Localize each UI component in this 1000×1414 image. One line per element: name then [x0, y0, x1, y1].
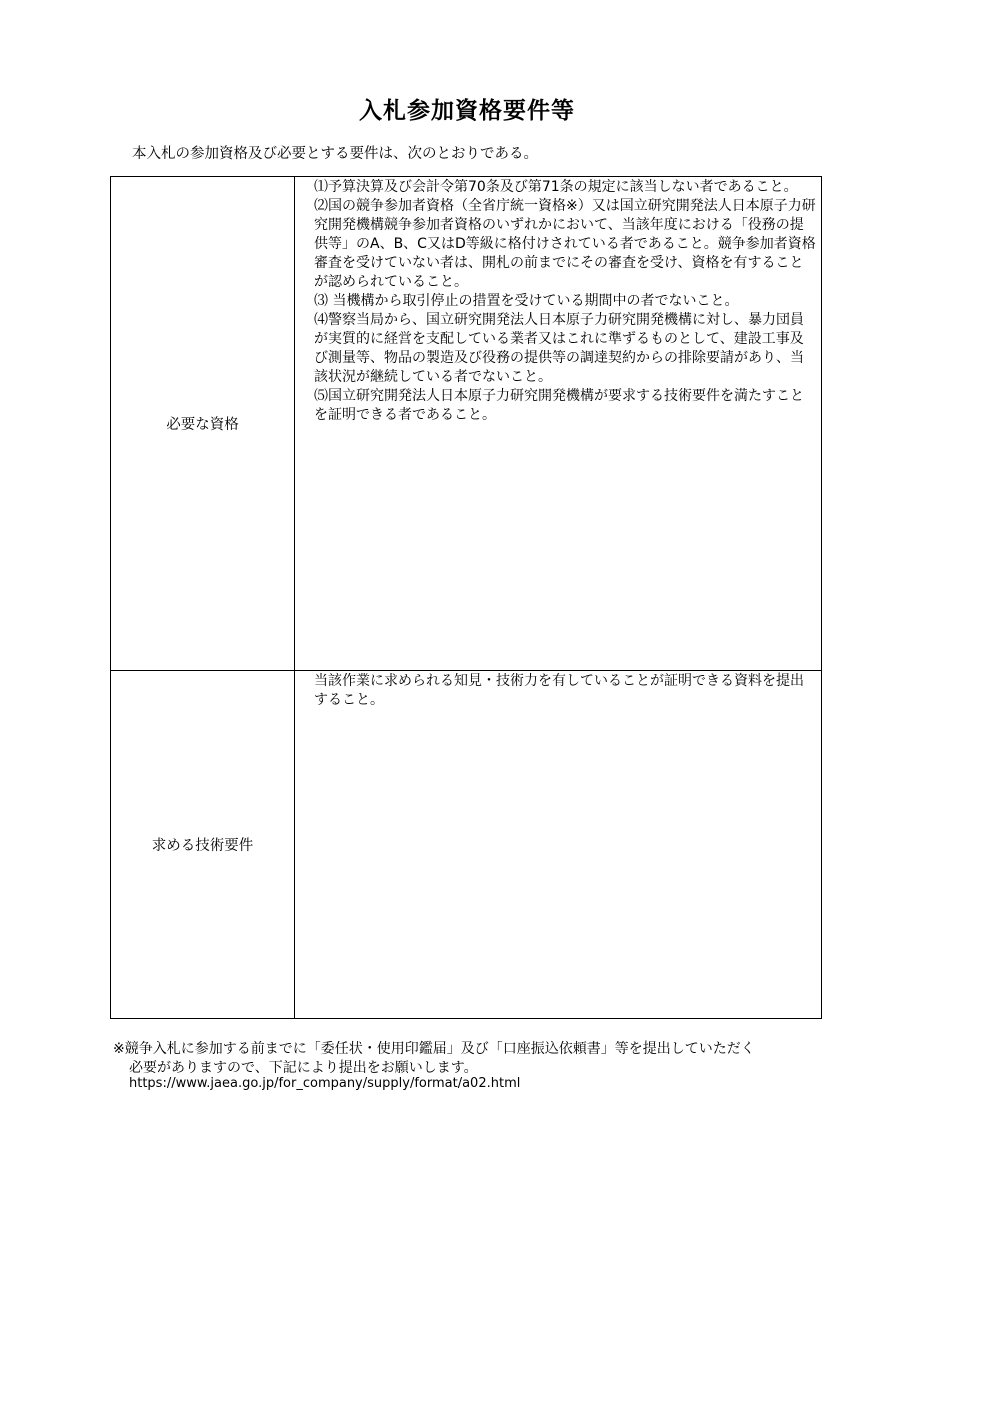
qualification-item-1: ⑴予算決算及び会計令第70条及び第71条の規定に該当しない者であること。 [314, 179, 798, 195]
row-label-technical: 求める技術要件 [111, 671, 295, 1019]
qualification-item-3: ⑶ 当機構から取引停止の措置を受けている期間中の者でないこと。 [314, 293, 739, 309]
technical-item-1: 当該作業に求められる知見・技術力を有していることが証明できる資料を提出すること。 [314, 673, 804, 708]
requirements-table [110, 176, 822, 1019]
table-row [111, 177, 822, 671]
footnote-line-1: ※競争入札に参加する前までに「委任状・使用印鑑届」及び「口座振込依頼書」等を提出していただく [113, 1041, 755, 1057]
document-title: 入札参加資格要件等 [359, 98, 575, 124]
qualification-item-5: ⑸国立研究開発法人日本原子力研究開発機構が要求する技術要件を満たすことを証明できる者であること。 [314, 388, 804, 423]
row-content-technical [295, 671, 822, 1019]
qualification-item-2: ⑵国の競争参加者資格（全省庁統一資格※）又は国立研究開発法人日本原子力研究開発機構競争参加者資格のいずれかにおいて、当該年度における「役務の提供等」のA、B、C又はD等級に格付けされている者であること。競争参加者資格審査を受けていない者は、開札の前までにその審査を受け、資格を有することが認められていること。 [314, 198, 816, 290]
row-label-qualification: 必要な資格 [111, 177, 295, 671]
footnote-line-2: 必要がありますので、下記により提出をお願いします。 [129, 1060, 478, 1076]
footnote [113, 1040, 755, 1078]
intro-text: 本入札の参加資格及び必要とする要件は、次のとおりである。 [132, 146, 538, 162]
footnote-url: https://www.jaea.go.jp/for_company/supply/format/a02.html [129, 1076, 521, 1091]
table-row [111, 671, 822, 1019]
qualification-item-4: ⑷警察当局から、国立研究開発法人日本原子力研究開発機構に対し、暴力団員が実質的に経営を支配している業者又はこれに準ずるものとして、建設工事及び測量等、物品の製造及び役務の提供等の調達契約からの排除要請があり、当該状況が継続している者でないこと。 [314, 312, 804, 385]
row-content-qualification [295, 177, 822, 671]
